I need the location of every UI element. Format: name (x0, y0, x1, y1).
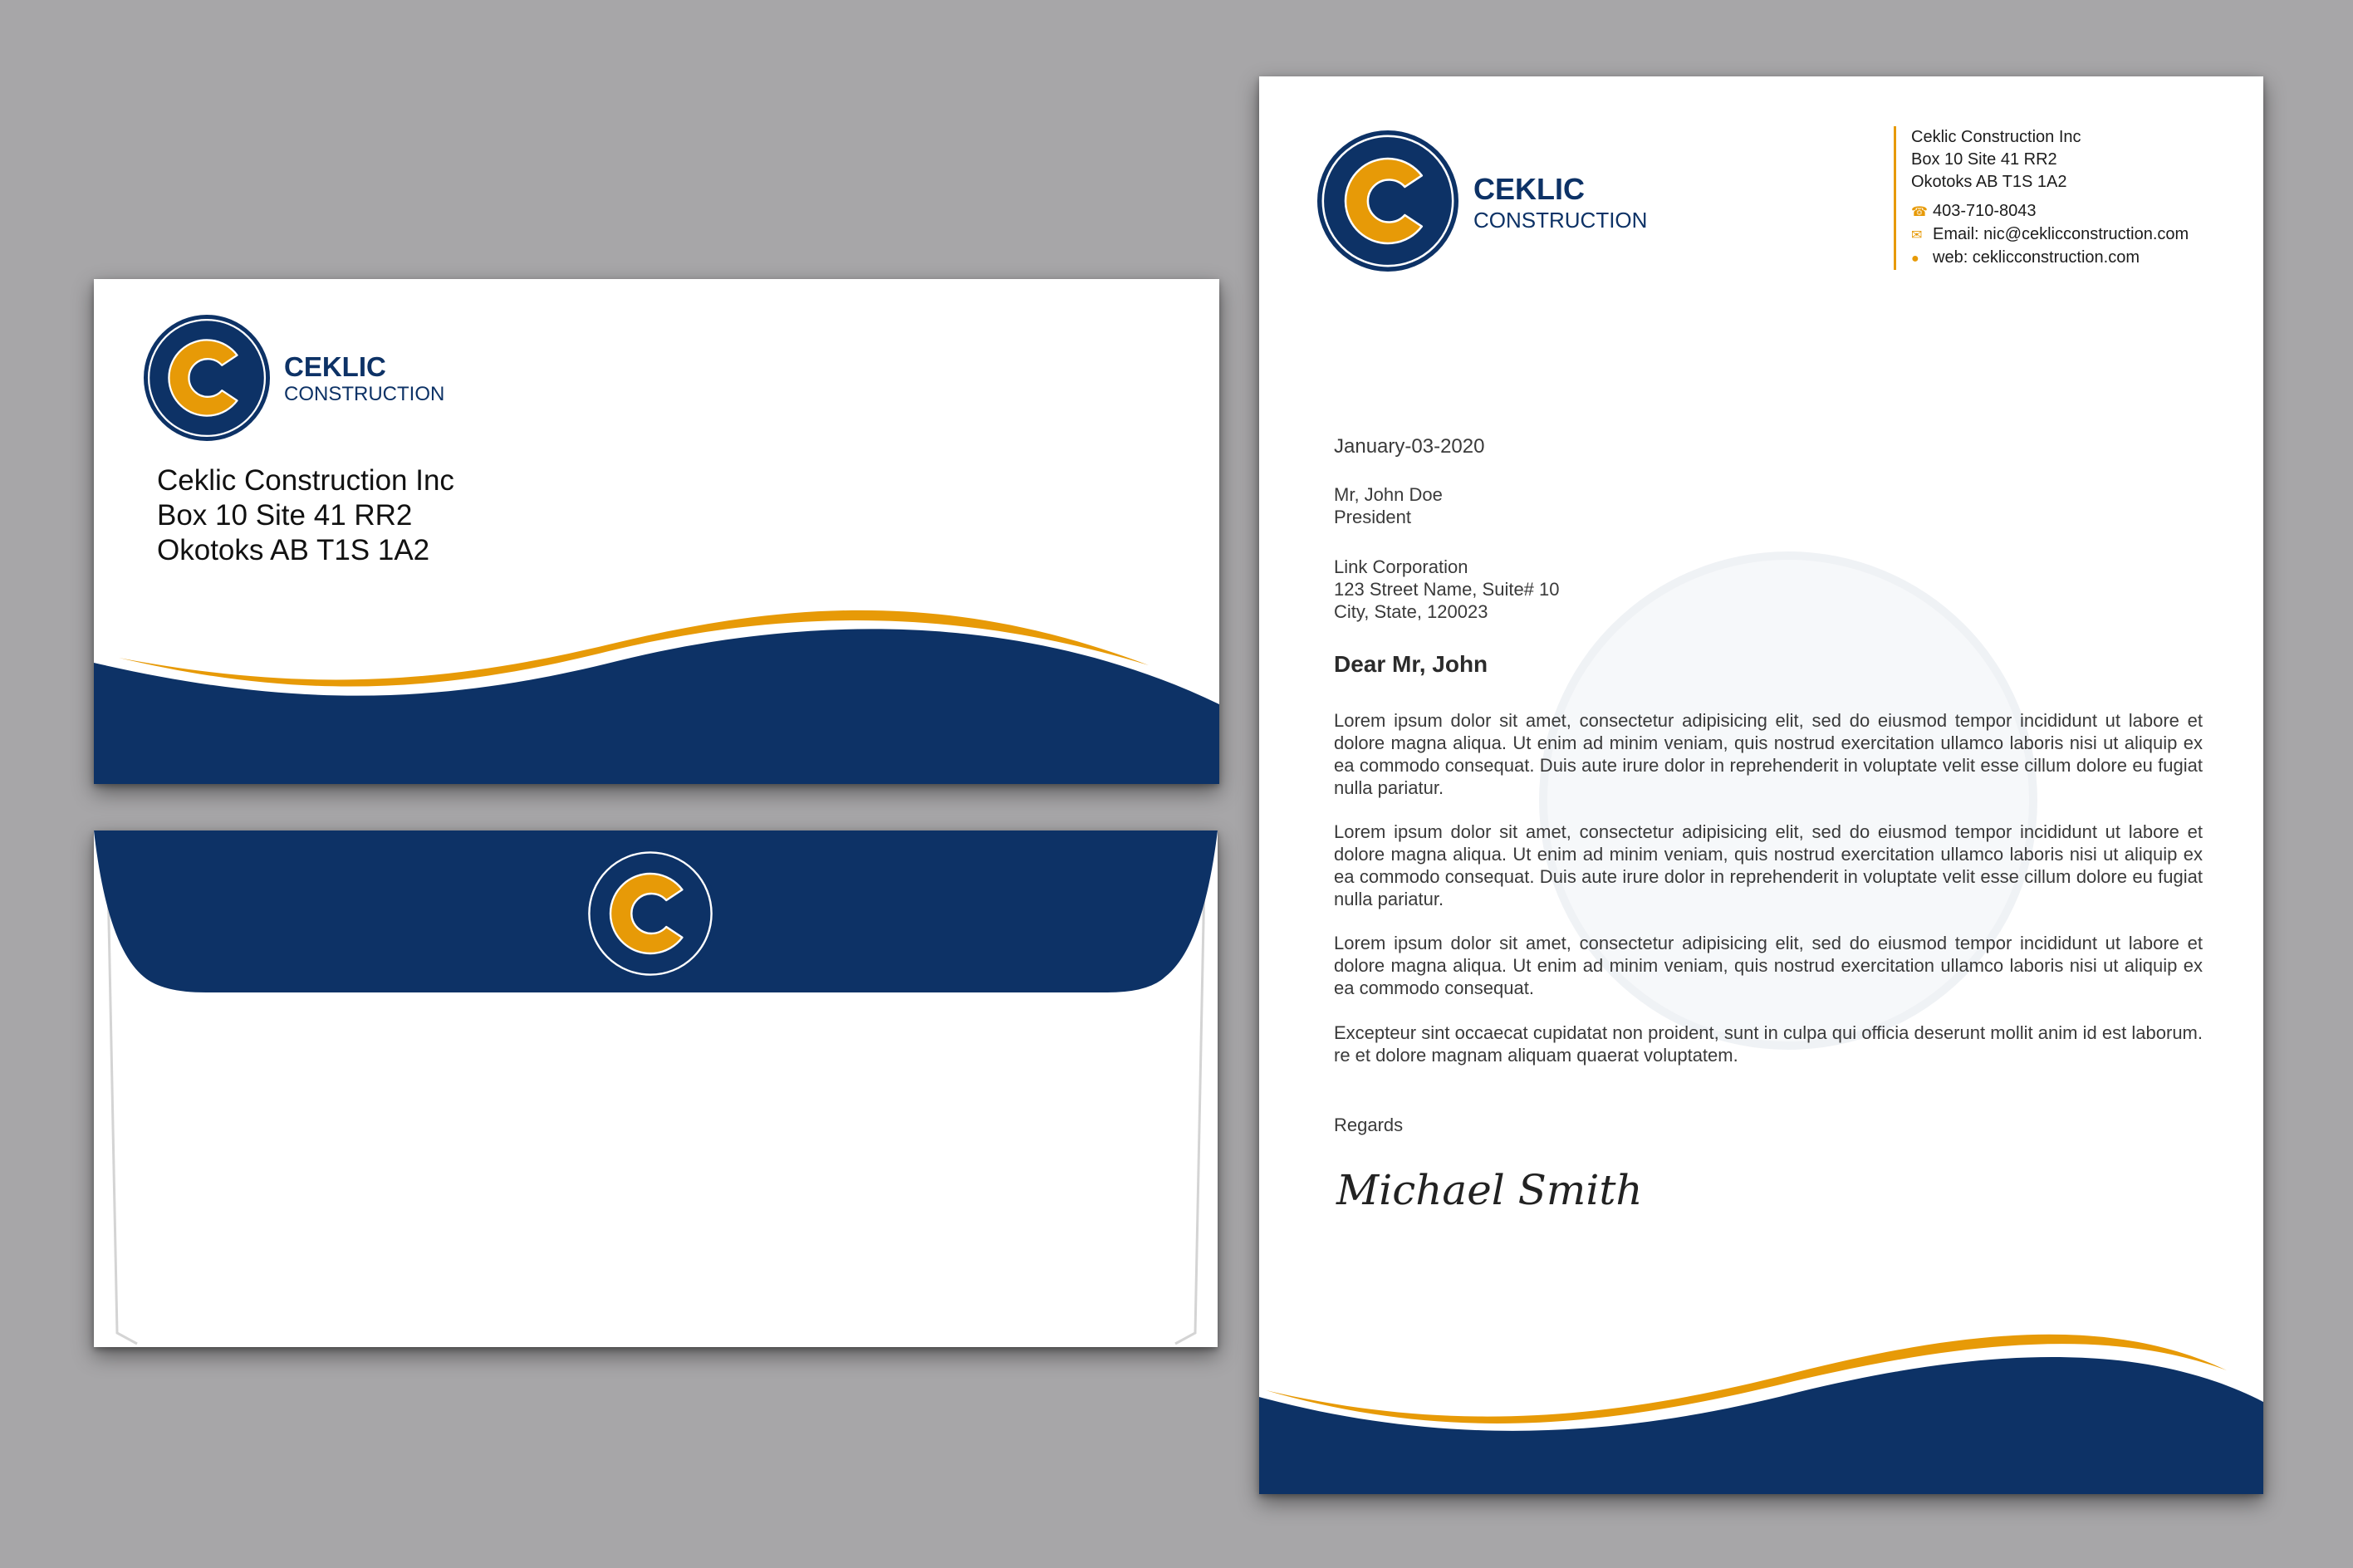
body-paragraph: Lorem ipsum dolor sit amet, consectetur adipisicing elit, sed do eiusmod tempor incididunt ut labore et dolore magna aliqua. Ut enim ad minim veniam, quis nostrud exercitation ullamco laboris nisi ut aliquip ex ea commodo consequat. (1334, 933, 2203, 998)
body-paragraph: Excepteur sint occaecat cupidatat non proident, sunt in culpa qui officia deserunt mollit anim id est laborum. re et dolore magnam aliquam quaerat voluptatem. (1334, 1022, 2203, 1066)
brand-sub: CONSTRUCTION (1473, 208, 1648, 233)
body-paragraph: Lorem ipsum dolor sit amet, consectetur adipisicing elit, sed do eiusmod tempor incididunt ut labore et dolore magna aliqua. Ut enim ad minim veniam, quis nostrud exercitation ullamco laboris nisi ut aliquip ex ea commodo consequat. Duis aute irure dolor in reprehenderit in voluptate velit esse cillum dolore eu fugiat nulla pariatur. (1334, 821, 2203, 909)
letterhead-footer-wave (1259, 1297, 2263, 1494)
brand-name: CEKLIC (1473, 172, 1585, 206)
flap-logo (584, 847, 717, 980)
ceklic-logo (1317, 130, 1458, 272)
organization-block (1334, 556, 2203, 623)
contact-phone-row (1911, 200, 2189, 223)
salutation: Dear Mr, John (1334, 651, 1488, 677)
recipient-line: Mr, John Doe (1334, 484, 1443, 505)
phone-icon: ☎ (1911, 205, 1928, 219)
organization-line: Link Corporation (1334, 556, 1468, 577)
ceklic-logo (144, 315, 270, 441)
contact-block (1894, 126, 2189, 270)
recipient-line: President (1334, 507, 1411, 527)
return-address (157, 463, 454, 568)
envelope-back (94, 831, 1218, 1347)
letterhead (1259, 76, 2263, 1494)
address-line: Okotoks AB T1S 1A2 (157, 534, 430, 566)
contact-email: Email: nic@ceklicconstruction.com (1933, 225, 2189, 243)
globe-icon: ● (1911, 252, 1919, 266)
contact-web-row (1911, 247, 2189, 270)
contact-phone: 403-710-8043 (1933, 202, 2037, 220)
organization-line: City, State, 120023 (1334, 601, 1488, 622)
brand-wordmark (284, 353, 444, 404)
c-logo-icon (1317, 130, 1458, 272)
c-logo-icon (584, 847, 717, 980)
letter-date: January-03-2020 (1334, 435, 1485, 458)
contact-company: Ceklic Construction Inc (1911, 128, 2081, 146)
brand-name: CEKLIC (284, 351, 386, 382)
contact-email-row (1911, 223, 2189, 247)
c-logo-icon (144, 315, 270, 441)
contact-address-line: Okotoks AB T1S 1A2 (1911, 173, 2067, 191)
brand-sub: CONSTRUCTION (284, 383, 445, 405)
envelope-front (94, 279, 1219, 784)
brand-wordmark (1473, 174, 1647, 231)
closing: Regards (1334, 1115, 1404, 1135)
recipient-block (1334, 483, 2203, 528)
contact-address-line: Box 10 Site 41 RR2 (1911, 150, 2057, 169)
address-line: Ceklic Construction Inc (157, 464, 454, 497)
contact-web: web: ceklicconstruction.com (1933, 248, 2140, 267)
signature: Michael Smith (1336, 1166, 1643, 1214)
body-paragraph: Lorem ipsum dolor sit amet, consectetur adipisicing elit, sed do eiusmod tempor incididunt ut labore et dolore magna aliqua. Ut enim ad minim veniam, quis nostrud exercitation ullamco laboris nisi ut aliquip ex ea commodo consequat. Duis aute irure dolor in reprehenderit in voluptate velit esse cillum dolore eu fugiat nulla pariatur. (1334, 710, 2203, 798)
mail-icon: ✉ (1911, 228, 1923, 243)
organization-line: 123 Street Name, Suite# 10 (1334, 579, 1560, 600)
address-line: Box 10 Site 41 RR2 (157, 499, 413, 532)
